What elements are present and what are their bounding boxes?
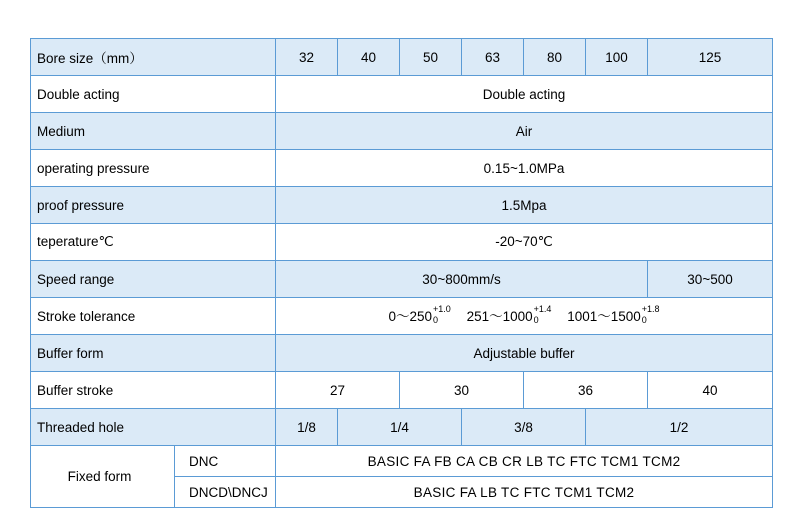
speed-range-value-main: 30~800mm/s bbox=[276, 261, 648, 298]
bore-size-value-50: 50 bbox=[400, 39, 462, 76]
row-label-proof-pressure: proof pressure bbox=[31, 187, 276, 224]
table-row-temperature bbox=[31, 224, 773, 261]
table-row-fixed-form-dnc bbox=[31, 446, 773, 477]
table-row-buffer-stroke bbox=[31, 372, 773, 409]
stroke-tolerance-item-1 bbox=[388, 303, 451, 325]
buffer-stroke-value-1: 27 bbox=[276, 372, 400, 409]
row-label-bore-size: Bore size（mm） bbox=[31, 39, 276, 76]
fixed-form-value-dncd-dncj: BASIC FA LB TC FTC TCM1 TCM2 bbox=[276, 477, 773, 508]
row-label-buffer-form: Buffer form bbox=[31, 335, 276, 372]
stroke-tolerance-item-2 bbox=[466, 303, 552, 325]
stroke-tolerance-hi-2: +1.4 bbox=[533, 303, 552, 314]
threaded-hole-value-3: 3/8 bbox=[462, 409, 586, 446]
bore-size-value-80: 80 bbox=[524, 39, 586, 76]
stroke-tolerance-hi-1: +1.0 bbox=[433, 303, 451, 314]
bore-size-value-40: 40 bbox=[338, 39, 400, 76]
threaded-hole-value-1: 1/8 bbox=[276, 409, 338, 446]
table-row-buffer-form bbox=[31, 335, 773, 372]
stroke-tolerance-sup-2 bbox=[533, 303, 552, 327]
table-row-stroke-tolerance bbox=[31, 298, 773, 335]
specification-table-container bbox=[30, 38, 772, 508]
bore-size-value-125: 125 bbox=[648, 39, 773, 76]
stroke-tolerance-lo-1: 0 bbox=[433, 314, 439, 325]
specification-table bbox=[30, 38, 773, 508]
medium-value: Air bbox=[276, 113, 773, 150]
proof-pressure-value: 1.5Mpa bbox=[276, 187, 773, 224]
stroke-tolerance-value bbox=[276, 298, 773, 335]
row-label-stroke-tolerance: Stroke tolerance bbox=[31, 298, 276, 335]
bore-size-value-100: 100 bbox=[586, 39, 648, 76]
table-row-speed-range bbox=[31, 261, 773, 298]
row-label-buffer-stroke: Buffer stroke bbox=[31, 372, 276, 409]
fixed-form-sub-dnc: DNC bbox=[175, 446, 276, 477]
stroke-tolerance-lo-2: 0 bbox=[533, 314, 539, 325]
row-label-double-acting: Double acting bbox=[31, 76, 276, 113]
table-row-bore-size bbox=[31, 39, 773, 76]
table-row-proof-pressure bbox=[31, 187, 773, 224]
row-label-speed-range: Speed range bbox=[31, 261, 276, 298]
stroke-tolerance-sup-1 bbox=[433, 303, 451, 327]
buffer-stroke-value-4: 40 bbox=[648, 372, 773, 409]
bore-size-value-63: 63 bbox=[462, 39, 524, 76]
table-row-operating-pressure bbox=[31, 150, 773, 187]
speed-range-value-125: 30~500 bbox=[648, 261, 773, 298]
row-label-temperature: teperature℃ bbox=[31, 224, 276, 261]
double-acting-value: Double acting bbox=[276, 76, 773, 113]
row-label-fixed-form: Fixed form bbox=[31, 446, 175, 508]
stroke-tolerance-lo-3: 0 bbox=[641, 314, 647, 325]
fixed-form-sub-dncd-dncj: DNCD\DNCJ bbox=[175, 477, 276, 508]
table-row-threaded-hole bbox=[31, 409, 773, 446]
buffer-stroke-value-3: 36 bbox=[524, 372, 648, 409]
threaded-hole-value-4: 1/2 bbox=[586, 409, 773, 446]
stroke-tolerance-range-3: 1001～1500 bbox=[567, 309, 641, 325]
stroke-tolerance-range-1: 0～250 bbox=[388, 309, 433, 325]
table-row-double-acting bbox=[31, 76, 773, 113]
table-row-medium bbox=[31, 113, 773, 150]
fixed-form-value-dnc: BASIC FA FB CA CB CR LB TC FTC TCM1 TCM2 bbox=[276, 446, 773, 477]
stroke-tolerance-item-3 bbox=[567, 303, 660, 325]
stroke-tolerance-sup-3 bbox=[641, 303, 660, 327]
threaded-hole-value-2: 1/4 bbox=[338, 409, 462, 446]
row-label-threaded-hole: Threaded hole bbox=[31, 409, 276, 446]
buffer-form-value: Adjustable buffer bbox=[276, 335, 773, 372]
row-label-medium: Medium bbox=[31, 113, 276, 150]
operating-pressure-value: 0.15~1.0MPa bbox=[276, 150, 773, 187]
bore-size-value-32: 32 bbox=[276, 39, 338, 76]
temperature-value: -20~70℃ bbox=[276, 224, 773, 261]
stroke-tolerance-hi-3: +1.8 bbox=[641, 303, 660, 314]
stroke-tolerance-range-2: 251～1000 bbox=[466, 309, 533, 325]
buffer-stroke-value-2: 30 bbox=[400, 372, 524, 409]
row-label-operating-pressure: operating pressure bbox=[31, 150, 276, 187]
